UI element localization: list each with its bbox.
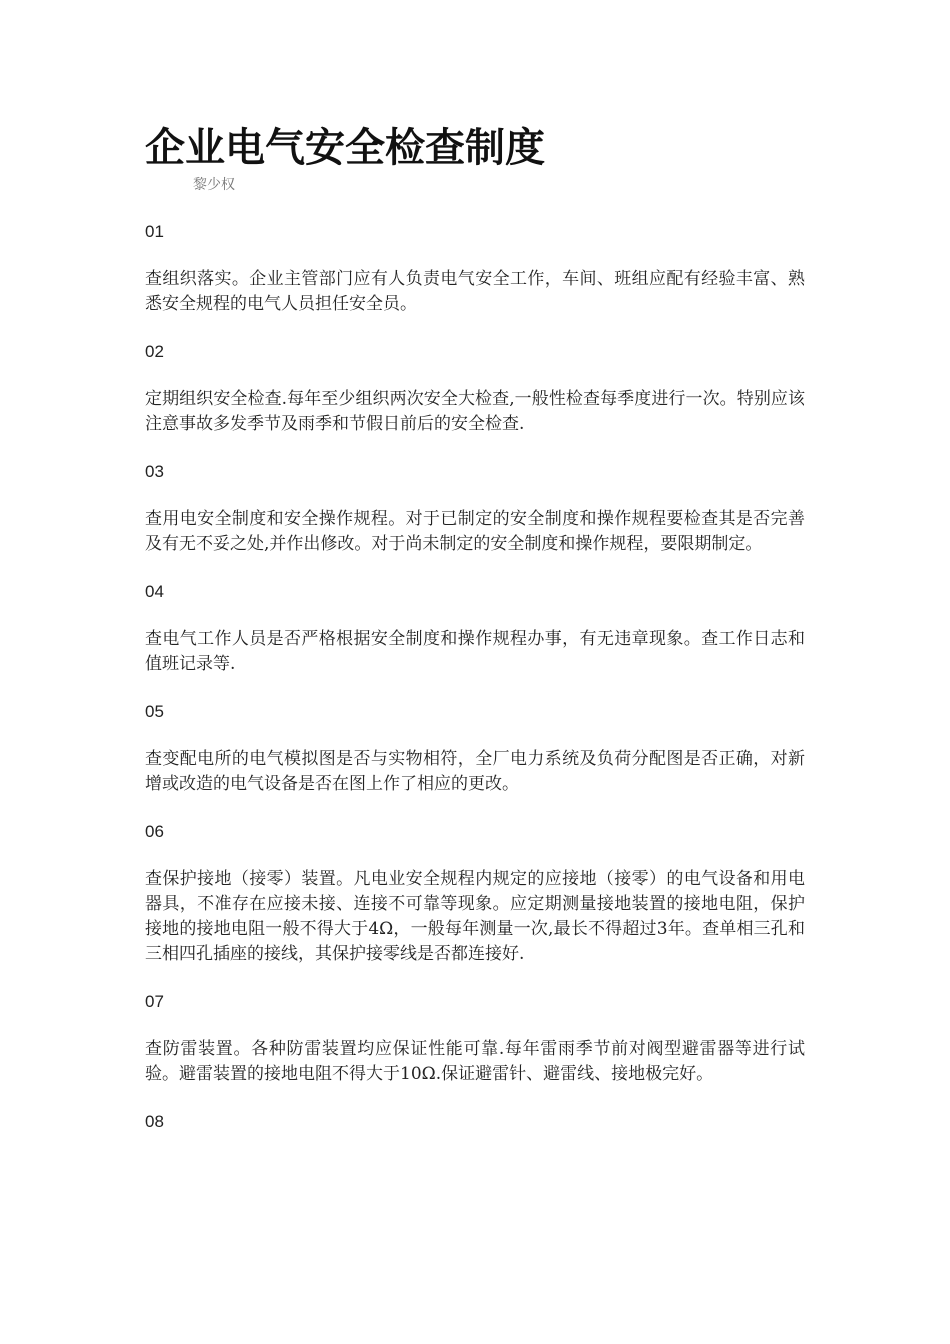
section-text: 查用电安全制度和安全操作规程。对于已制定的安全制度和操作规程要检查其是否完善及有无不妥之处,并作出修改。对于尚未制定的安全制度和操作规程，要限期制定。 (145, 509, 805, 554)
section-number: 02 (145, 342, 164, 361)
document-page (145, 120, 805, 1157)
section-number: 05 (145, 702, 164, 721)
section-text: 定期组织安全检查.每年至少组织两次安全大检查,一般性检查每季度进行一次。特别应该注意事故多发季节及雨季和节假日前后的安全检查. (145, 389, 805, 434)
section-number: 07 (145, 992, 164, 1011)
section-number: 04 (145, 582, 164, 601)
section-number: 03 (145, 462, 164, 481)
section-number: 06 (145, 822, 164, 841)
section-text: 查电气工作人员是否严格根据安全制度和操作规程办事，有无违章现象。查工作日志和值班记录等. (145, 629, 805, 674)
document-title: 企业电气安全检查制度 (145, 124, 545, 171)
section-text: 查保护接地（接零）装置。凡电业安全规程内规定的应接地（接零）的电气设备和用电器具，不准存在应接未接、连接不可靠等现象。应定期测量接地装置的接地电阻，保护接地的接地电阻一般不得大于4Ω，一般每年测量一次,最长不得超过3年。查单相三孔和三相四孔插座的接线，其保护接零线是否都连接好. (145, 869, 805, 964)
section-list (145, 219, 805, 1135)
section-text: 查防雷装置。各种防雷装置均应保证性能可靠.每年雷雨季节前对阀型避雷器等进行试验。避雷装置的接地电阻不得大于10Ω.保证避雷针、避雷线、接地极完好。 (145, 1039, 805, 1084)
document-author: 黎少权 (193, 177, 235, 193)
section-text: 查组织落实。企业主管部门应有人负责电气安全工作，车间、班组应配有经验丰富、熟悉安全规程的电气人员担任安全员。 (145, 269, 805, 314)
section-text: 查变配电所的电气模拟图是否与实物相符，全厂电力系统及负荷分配图是否正确，对新增或改造的电气设备是否在图上作了相应的更改。 (145, 749, 805, 794)
section-number: 08 (145, 1112, 164, 1131)
section-number: 01 (145, 222, 164, 241)
